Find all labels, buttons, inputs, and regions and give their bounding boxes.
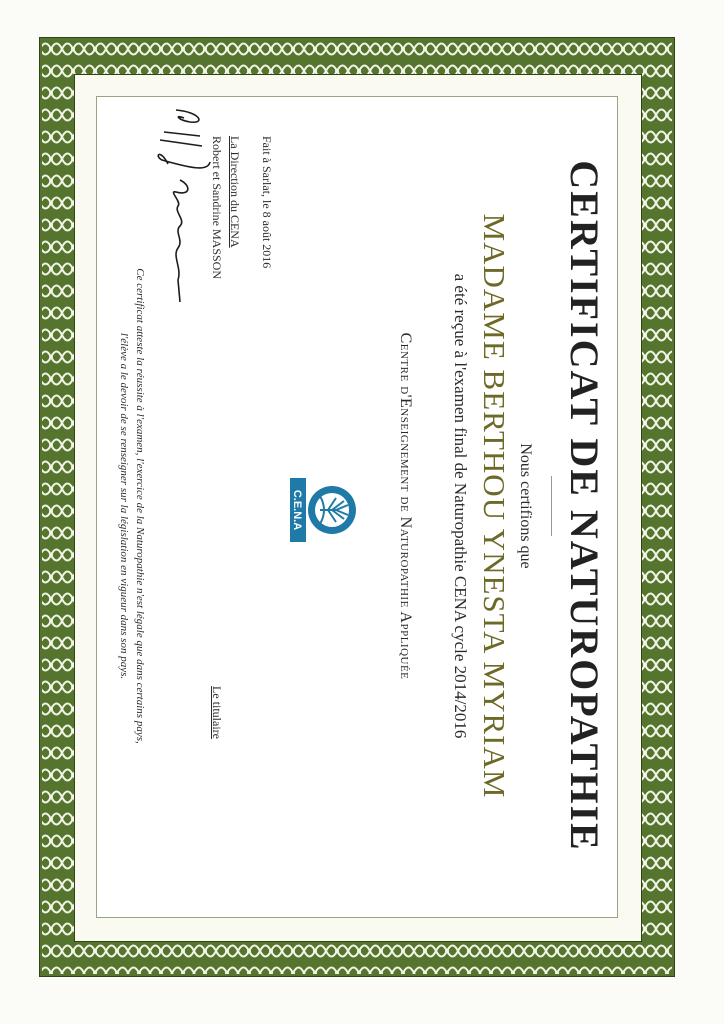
certify-line: Nous certifions que [517,443,534,569]
direction-label: La Direction du CENA [228,136,242,248]
certificate-sheet [96,96,616,916]
title-divider [551,476,552,536]
disclaimer-line-2: l'élève a le devoir de se renseigner sur la législation en vigueur dans son pays. [118,332,130,680]
exam-line: a été reçue à l'examen final de Naturopathie CENA cycle 2014/2016 [451,273,470,739]
cena-logo [288,474,358,546]
recipient-name: MADAME BERTHOU YNESTA MYRIAM [477,213,512,799]
place-date: Fait à Sarlat, le 8 août 2016 [260,136,274,269]
director-names: Robert et Sandrine MASSON [210,136,224,279]
school-name: Centre d'Enseignement de Naturopathie Appliquée [397,332,414,680]
handwritten-signature [150,102,220,312]
holder-label: Le titulaire [210,686,224,739]
certificate-title: CERTIFICAT DE NATUROPATHIE [562,160,607,852]
disclaimer-line-1: Ce certificat atteste la réussite à l'examen, l'exercice de la Naturopathie n'est légale que dans certains pays, [134,268,146,744]
logo-acronym: C.E.N.A [291,489,303,531]
